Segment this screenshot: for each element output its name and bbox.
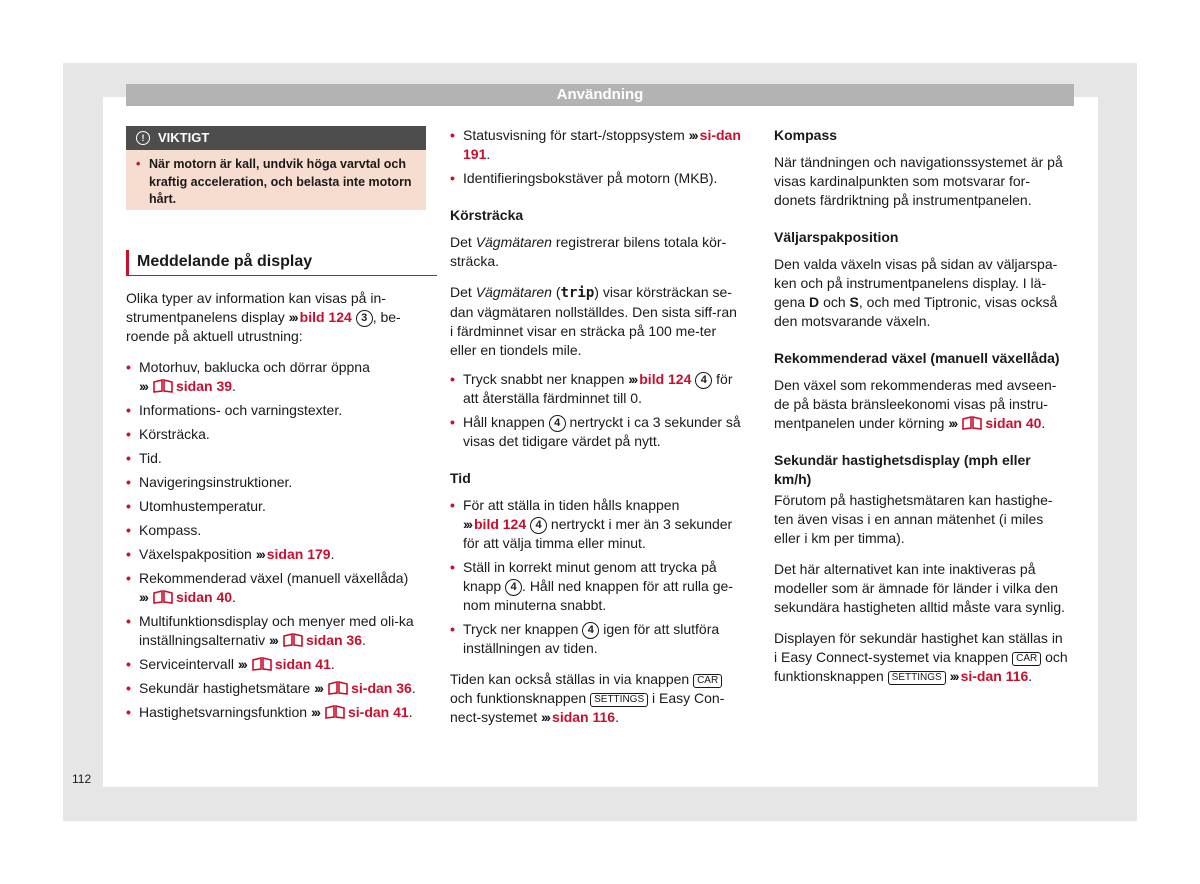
list-item-text: Sekundär hastighetsmätare <box>139 680 311 696</box>
subheading-kompass: Kompass <box>774 127 838 143</box>
list-item: • Statusvisning för start-/stoppsystem ››› si-dan 191. <box>450 126 742 164</box>
book-reference-icon <box>962 416 982 430</box>
page-link[interactable]: si-dan 36 <box>351 680 412 696</box>
list-item-text: . Håll ned knappen för att rulla ge-nom minuterna snabbt. <box>463 578 733 613</box>
list-item <box>450 620 742 658</box>
list-item: • Serviceintervall ››› sidan 41. <box>126 655 426 674</box>
callout-number: 4 <box>695 372 712 389</box>
list-item <box>450 558 742 615</box>
warning-label: VIKTIGT <box>158 130 210 145</box>
emphasis: Vägmätaren <box>475 234 552 250</box>
page-link[interactable]: si-dan 191 <box>463 127 741 162</box>
text: , och med Tiptronic, visas också den motsvarande växeln. <box>774 294 1058 329</box>
list-item <box>450 169 742 188</box>
column-3 <box>774 126 1068 698</box>
triple-chevron-icon: ››› <box>139 378 147 394</box>
triple-chevron-icon: ››› <box>949 668 958 684</box>
list-item <box>126 449 426 468</box>
paragraph: Den växel som rekommenderas med avseen-de på bästa bränsleekonomi visas på instru-mentpanelen under körning ››› sidan 40. <box>774 377 1057 431</box>
warning-text: När motorn är kall, undvik höga varvtal och kraftig acceleration, och belasta inte motorn hårt. <box>149 157 412 206</box>
paragraph: Förutom på hastighetsmätaren kan hastighe-ten även visas i en annan mätenhet (i miles eller i km per timma). <box>774 492 1053 546</box>
column-2 <box>450 126 742 739</box>
chapter-header <box>126 84 1074 106</box>
triple-chevron-icon: ››› <box>314 680 323 696</box>
list-item-text: nertryckt i ca 3 sekunder så visas det tidigare värdet på nytt. <box>463 414 741 449</box>
exclamation-icon: ! <box>136 131 150 145</box>
list-item-text: Tryck ner knappen <box>463 621 579 637</box>
subheading-tid: Tid <box>450 470 471 486</box>
list-item-text: för att återställa färdminnet till 0. <box>463 371 733 406</box>
page-link[interactable]: sidan 179 <box>266 546 331 562</box>
list-item-text: Hastighetsvarningsfunktion <box>139 704 308 720</box>
list-item-text: Ställ in korrekt minut genom att trycka på knapp <box>463 559 717 594</box>
page-link[interactable]: si-dan 41 <box>348 704 409 720</box>
figure-link[interactable]: bild 124 <box>299 309 352 325</box>
list-item-text: Multifunktionsdisplay och menyer med oli-ka inställningsalternativ <box>139 613 414 648</box>
triple-chevron-icon: ››› <box>463 516 471 532</box>
paragraph: När tändningen och navigationssystemet är på visas kardinalpunkten som motsvarar for-donets färdriktning på instrumentpanelen. <box>774 154 1063 208</box>
column-1 <box>126 289 426 727</box>
list-item-text: Statusvisning för start-/stoppsystem <box>463 127 685 143</box>
page-link[interactable]: sidan 116 <box>552 709 616 725</box>
figure-link[interactable]: bild 124 <box>639 371 692 387</box>
list-item-text: Motorhuv, baklucka och dörrar öppna <box>139 359 370 375</box>
warning-item <box>136 156 416 209</box>
list-item-text: Informations- och varningstexter. <box>139 402 343 418</box>
chapter-title: Användning <box>556 86 644 103</box>
section-title: Meddelande på display <box>126 250 437 276</box>
text: Displayen för sekundär hastighet kan ställas in i Easy Connect-systemet via knappen <box>774 630 1063 665</box>
page-link[interactable]: sidan 41 <box>274 656 331 672</box>
list-item-text: Rekommenderad växel (manuell växellåda) <box>139 570 409 586</box>
emphasis: Vägmätaren <box>475 284 552 300</box>
triple-chevron-icon: ››› <box>255 546 264 562</box>
book-reference-icon <box>328 681 348 695</box>
list-item <box>126 497 426 516</box>
list-item-text: För att ställa in tiden hålls knappen <box>463 497 680 513</box>
list-item-text: Serviceintervall <box>139 656 234 672</box>
list-item-text: Körsträcka. <box>139 426 210 442</box>
triple-chevron-icon: ››› <box>628 371 637 387</box>
subheading-valjarspak: Väljarspakposition <box>774 229 899 245</box>
paragraph: Det här alternativet kan inte inaktiveras på modeller som är ämnade för länder i vilka den sekundära hastigheten alltid måste vara synlig. <box>774 561 1066 615</box>
callout-number: 4 <box>549 415 566 432</box>
list-item <box>450 413 742 451</box>
list-item: • Motorhuv, baklucka och dörrar öppna ››› sidan 39. <box>126 358 426 396</box>
text: i Easy Con-nect-systemet <box>450 690 725 725</box>
list-item-text: Tid. <box>139 450 162 466</box>
text: och funktionsknappen <box>774 649 1068 684</box>
subheading-korstracka: Körsträcka <box>450 207 524 223</box>
triple-chevron-icon: ››› <box>237 656 246 672</box>
callout-number: 4 <box>505 579 522 596</box>
page-number: 112 <box>72 772 92 786</box>
gear-letter: S <box>849 294 859 310</box>
text: visar körsträckan se-dan vägmätaren nollställdes. Den sista siff-ran i färdminnet visar en sträcka på 100 me-ter eller en tiondels mile. <box>450 284 737 358</box>
warning-body <box>126 150 426 210</box>
text: registrerar bilens totala kör-sträcka. <box>450 234 727 269</box>
settings-key-icon: SETTINGS <box>888 671 946 685</box>
page-link[interactable]: si-dan 116 <box>960 668 1029 684</box>
page-link[interactable]: sidan 40 <box>985 415 1042 431</box>
car-key-icon: CAR <box>1012 652 1041 666</box>
list-item <box>126 521 426 540</box>
callout-number: 4 <box>582 622 599 639</box>
list-item: • Växelspakposition ››› sidan 179. <box>126 545 426 564</box>
display-code: trip <box>560 285 595 301</box>
settings-key-icon: SETTINGS <box>590 693 648 707</box>
subheading-sekundar: Sekundär hastighetsdisplay (mph eller km/h) <box>774 452 1031 487</box>
intro-text: Olika typer av information kan visas på in-strumentpanelens display <box>126 290 386 325</box>
text: Det <box>450 234 472 250</box>
triple-chevron-icon: ››› <box>268 632 277 648</box>
list-item-text: Håll knappen <box>463 414 545 430</box>
paragraph: Displayen för sekundär hastighet kan ställas in i Easy Connect-systemet via knappen CAR och funktionsknappen SETTINGS ››› si-dan 116. <box>774 630 1068 684</box>
intro-paragraph <box>126 289 426 346</box>
list-item-text: Växelspakposition <box>139 546 252 562</box>
paragraph <box>774 255 1068 331</box>
book-reference-icon <box>153 379 173 393</box>
triple-chevron-icon: ››› <box>948 415 957 431</box>
book-reference-icon <box>252 657 272 671</box>
book-reference-icon <box>153 590 173 604</box>
list-item <box>450 370 742 408</box>
list-item-text: nertryckt i mer än 3 sekunder för att välja timma eller minut. <box>463 516 733 551</box>
text: Tiden kan också ställas in via knappen <box>450 671 690 687</box>
triple-chevron-icon: ››› <box>311 704 319 720</box>
list-item: • Multifunktionsdisplay och menyer med oli-ka inställningsalternativ ››› sidan 36. <box>126 612 426 650</box>
figure-link[interactable]: bild 124 <box>474 516 527 532</box>
callout-number: 4 <box>530 517 547 534</box>
triple-chevron-icon: ››› <box>688 127 697 143</box>
gear-letter: D <box>809 294 820 310</box>
triple-chevron-icon: ››› <box>139 589 147 605</box>
list-item-text: Identifieringsbokstäver på motorn (MKB). <box>463 170 718 186</box>
car-key-icon: CAR <box>693 674 722 688</box>
text: och <box>823 294 846 310</box>
list-item: • Rekommenderad växel (manuell växellåda) ››› sidan 40. <box>126 569 426 607</box>
list-item-text: Navigeringsinstruktioner. <box>139 474 293 490</box>
text: och funktionsknappen <box>450 690 587 706</box>
list-item-text: Kompass. <box>139 522 202 538</box>
warning-box <box>126 126 426 210</box>
list-item <box>126 401 426 420</box>
page-link[interactable]: sidan 36 <box>305 632 362 648</box>
list-item: • Hastighetsvarningsfunktion ››› si-dan 41. <box>126 703 426 722</box>
paragraph: Det Vägmätaren (trip) visar körsträckan se-dan vägmätaren nollställdes. Den sista siff-ran i färdminnet visar en sträcka på 100 me-ter eller en tiondels mile. <box>450 284 737 358</box>
triple-chevron-icon: ››› <box>541 709 550 725</box>
list-item: • Sekundär hastighetsmätare ››› si-dan 36. <box>126 679 426 698</box>
list-item <box>126 425 426 444</box>
text: Den valda växeln visas på sidan av väljarspa-ken och på instrumentpanelens display. I lä-gena <box>774 256 1058 310</box>
subheading-rekommenderad: Rekommenderad växel (manuell växellåda) <box>774 350 1060 366</box>
intro-text-end: , be-roende på aktuell utrustning: <box>126 309 401 344</box>
list-item <box>126 473 426 492</box>
callout-number: 3 <box>356 310 373 327</box>
triple-chevron-icon: ››› <box>288 309 297 325</box>
list-item <box>450 496 742 553</box>
warning-header <box>126 126 426 150</box>
list-item-text: Tryck snabbt ner knappen <box>463 371 625 387</box>
paragraph: Tiden kan också ställas in via knappen CAR och funktionsknappen SETTINGS i Easy Con-nect-systemet ››› sidan 116. <box>450 671 725 725</box>
text: Den växel som rekommenderas med avseen-de på bästa bränsleekonomi visas på instru-mentpanelen under körning <box>774 377 1057 431</box>
list-item-text: Utomhustemperatur. <box>139 498 266 514</box>
paragraph <box>450 233 742 271</box>
book-reference-icon <box>325 705 345 719</box>
book-reference-icon <box>283 633 303 647</box>
page-link[interactable]: sidan 40 <box>176 589 233 605</box>
text: Det <box>450 284 472 300</box>
page-link[interactable]: sidan 39 <box>176 378 233 394</box>
list-item-text: igen för att slutföra inställningen av tiden. <box>463 621 720 656</box>
